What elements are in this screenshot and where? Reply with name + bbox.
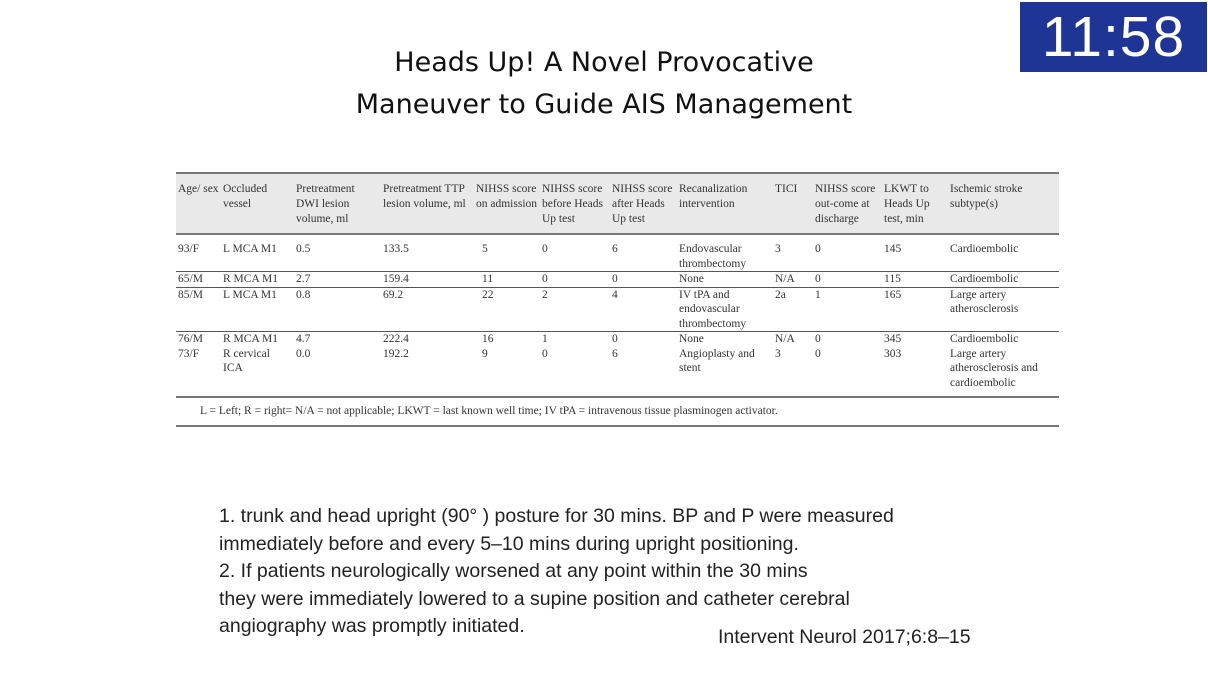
table-cell: L MCA M1 bbox=[221, 287, 294, 332]
table-cell: 0 bbox=[542, 243, 548, 255]
table-cell: 192.2 bbox=[383, 347, 409, 360]
table-cell: 0 bbox=[610, 332, 677, 347]
table-cell: 9 bbox=[482, 347, 488, 360]
table-cell: 165 bbox=[882, 287, 948, 332]
table-cell: 93/F bbox=[178, 243, 200, 255]
table-cell: 0 bbox=[813, 332, 882, 347]
column-header: NIHSS score before Heads Up test bbox=[540, 173, 610, 234]
table-cell: 5 bbox=[482, 243, 488, 255]
table-cell: None bbox=[677, 272, 773, 288]
column-header: TICI bbox=[773, 173, 813, 234]
table-row bbox=[176, 332, 1059, 347]
column-header: NIHSS score on admission bbox=[474, 173, 540, 234]
slide-title-line-2: Maneuver to Guide AIS Management bbox=[355, 89, 853, 120]
table-cell: 2.7 bbox=[294, 272, 381, 288]
patient-table bbox=[176, 172, 1059, 390]
column-header: NIHSS score after Heads Up test bbox=[610, 173, 677, 234]
table-row bbox=[176, 234, 1059, 272]
table-cell: L MCA M1 bbox=[223, 243, 277, 255]
table-cell: 0 bbox=[813, 272, 882, 288]
table-cell: 73/F bbox=[178, 347, 200, 360]
table-cell: 345 bbox=[882, 332, 948, 347]
table-cell: 222.4 bbox=[381, 332, 474, 347]
table-cell: Large artery atherosclerosis bbox=[948, 287, 1059, 332]
table-cell: 2 bbox=[540, 287, 610, 332]
table-cell: 0 bbox=[815, 243, 821, 255]
table-cell: 0.8 bbox=[294, 287, 381, 332]
notes-line: angiography was promptly initiated. bbox=[219, 615, 525, 637]
notes-line: immediately before and every 5–10 mins during upright positioning. bbox=[219, 532, 799, 555]
table-cell: 16 bbox=[474, 332, 540, 347]
table-cell: 65/M bbox=[176, 272, 221, 288]
column-header: NIHSS score out-come at discharge bbox=[813, 173, 882, 234]
notes-line: they were immediately lowered to a supine position and catheter cerebral bbox=[219, 587, 850, 610]
table-cell: 69.2 bbox=[381, 287, 474, 332]
citation: Intervent Neurol 2017;6:8–15 bbox=[718, 626, 971, 648]
table-cell: 22 bbox=[474, 287, 540, 332]
table-row bbox=[176, 272, 1059, 288]
table-cell: None bbox=[677, 332, 773, 347]
column-header: Recanalization intervention bbox=[677, 173, 773, 234]
slide-title-line-1: Heads Up! A Novel Provocative bbox=[394, 47, 814, 78]
table-footnote: L = Left; R = right= N/A = not applicable; LKWT = last known well time; IV tPA = intravenous tissue plasminogen activator. bbox=[176, 396, 1059, 427]
table-cell: 0.0 bbox=[296, 347, 311, 360]
table-cell: 159.4 bbox=[381, 272, 474, 288]
table-cell: 115 bbox=[882, 272, 948, 288]
table-cell: IV tPA and endovascular thrombectomy bbox=[677, 287, 773, 332]
table-cell: 145 bbox=[884, 243, 902, 255]
table-cell: Angioplasty and stent bbox=[679, 347, 755, 374]
table-cell: R MCA M1 bbox=[221, 332, 294, 347]
table-cell: 1 bbox=[540, 332, 610, 347]
table-cell: 2a bbox=[773, 287, 813, 332]
table-cell: 303 bbox=[884, 347, 902, 360]
table-cell: 76/M bbox=[176, 332, 221, 347]
table-cell: 85/M bbox=[176, 287, 221, 332]
slide-title bbox=[250, 42, 958, 126]
timer-display: 11:58 bbox=[1020, 2, 1207, 72]
table-cell: 133.5 bbox=[383, 243, 409, 255]
table-cell: 4.7 bbox=[294, 332, 381, 347]
table-cell: 0 bbox=[542, 347, 548, 360]
procedure-notes bbox=[219, 503, 1039, 641]
table-cell: 1 bbox=[813, 287, 882, 332]
table-cell: 3 bbox=[775, 347, 781, 360]
column-header: LKWT to Heads Up test, min bbox=[882, 173, 948, 234]
table-cell: 3 bbox=[775, 243, 781, 255]
notes-line: 2. If patients neurologically worsened at any point within the 30 mins bbox=[219, 560, 808, 582]
table-row bbox=[176, 287, 1059, 332]
table-cell: R MCA M1 bbox=[221, 272, 294, 288]
table-cell: 0 bbox=[610, 272, 677, 288]
table-cell: 0 bbox=[815, 347, 821, 360]
table-cell: Cardioembolic bbox=[948, 272, 1059, 288]
table-cell: Large artery atherosclerosis and cardioembolic bbox=[950, 347, 1038, 389]
table-cell: 11 bbox=[474, 272, 540, 288]
patient-table-figure bbox=[176, 172, 1059, 427]
table-cell: Cardioembolic bbox=[948, 332, 1059, 347]
table-cell: N/A bbox=[773, 332, 813, 347]
column-header: Pretreatment DWI lesion volume, ml bbox=[294, 173, 381, 234]
column-header: Ischemic stroke subtype(s) bbox=[948, 173, 1059, 234]
table-row bbox=[176, 347, 1059, 391]
table-cell: 6 bbox=[612, 243, 618, 255]
table-cell: 6 bbox=[612, 347, 618, 360]
notes-line: 1. trunk and head upright (90° ) posture for 30 mins. BP and P were measured bbox=[219, 505, 894, 527]
table-cell: 0 bbox=[540, 272, 610, 288]
column-header: Age/ sex bbox=[176, 173, 221, 234]
table-cell: R cervical ICA bbox=[223, 347, 270, 374]
column-header: Occluded vessel bbox=[221, 173, 294, 234]
table-cell: N/A bbox=[773, 272, 813, 288]
table-cell: 0.5 bbox=[296, 243, 311, 255]
table-header-row bbox=[176, 173, 1059, 234]
column-header: Pretreatment TTP lesion volume, ml bbox=[381, 173, 474, 234]
table-cell: 4 bbox=[610, 287, 677, 332]
table-cell: Endovascular thrombectomy bbox=[679, 243, 747, 270]
table-cell: Cardioembolic bbox=[950, 243, 1019, 255]
